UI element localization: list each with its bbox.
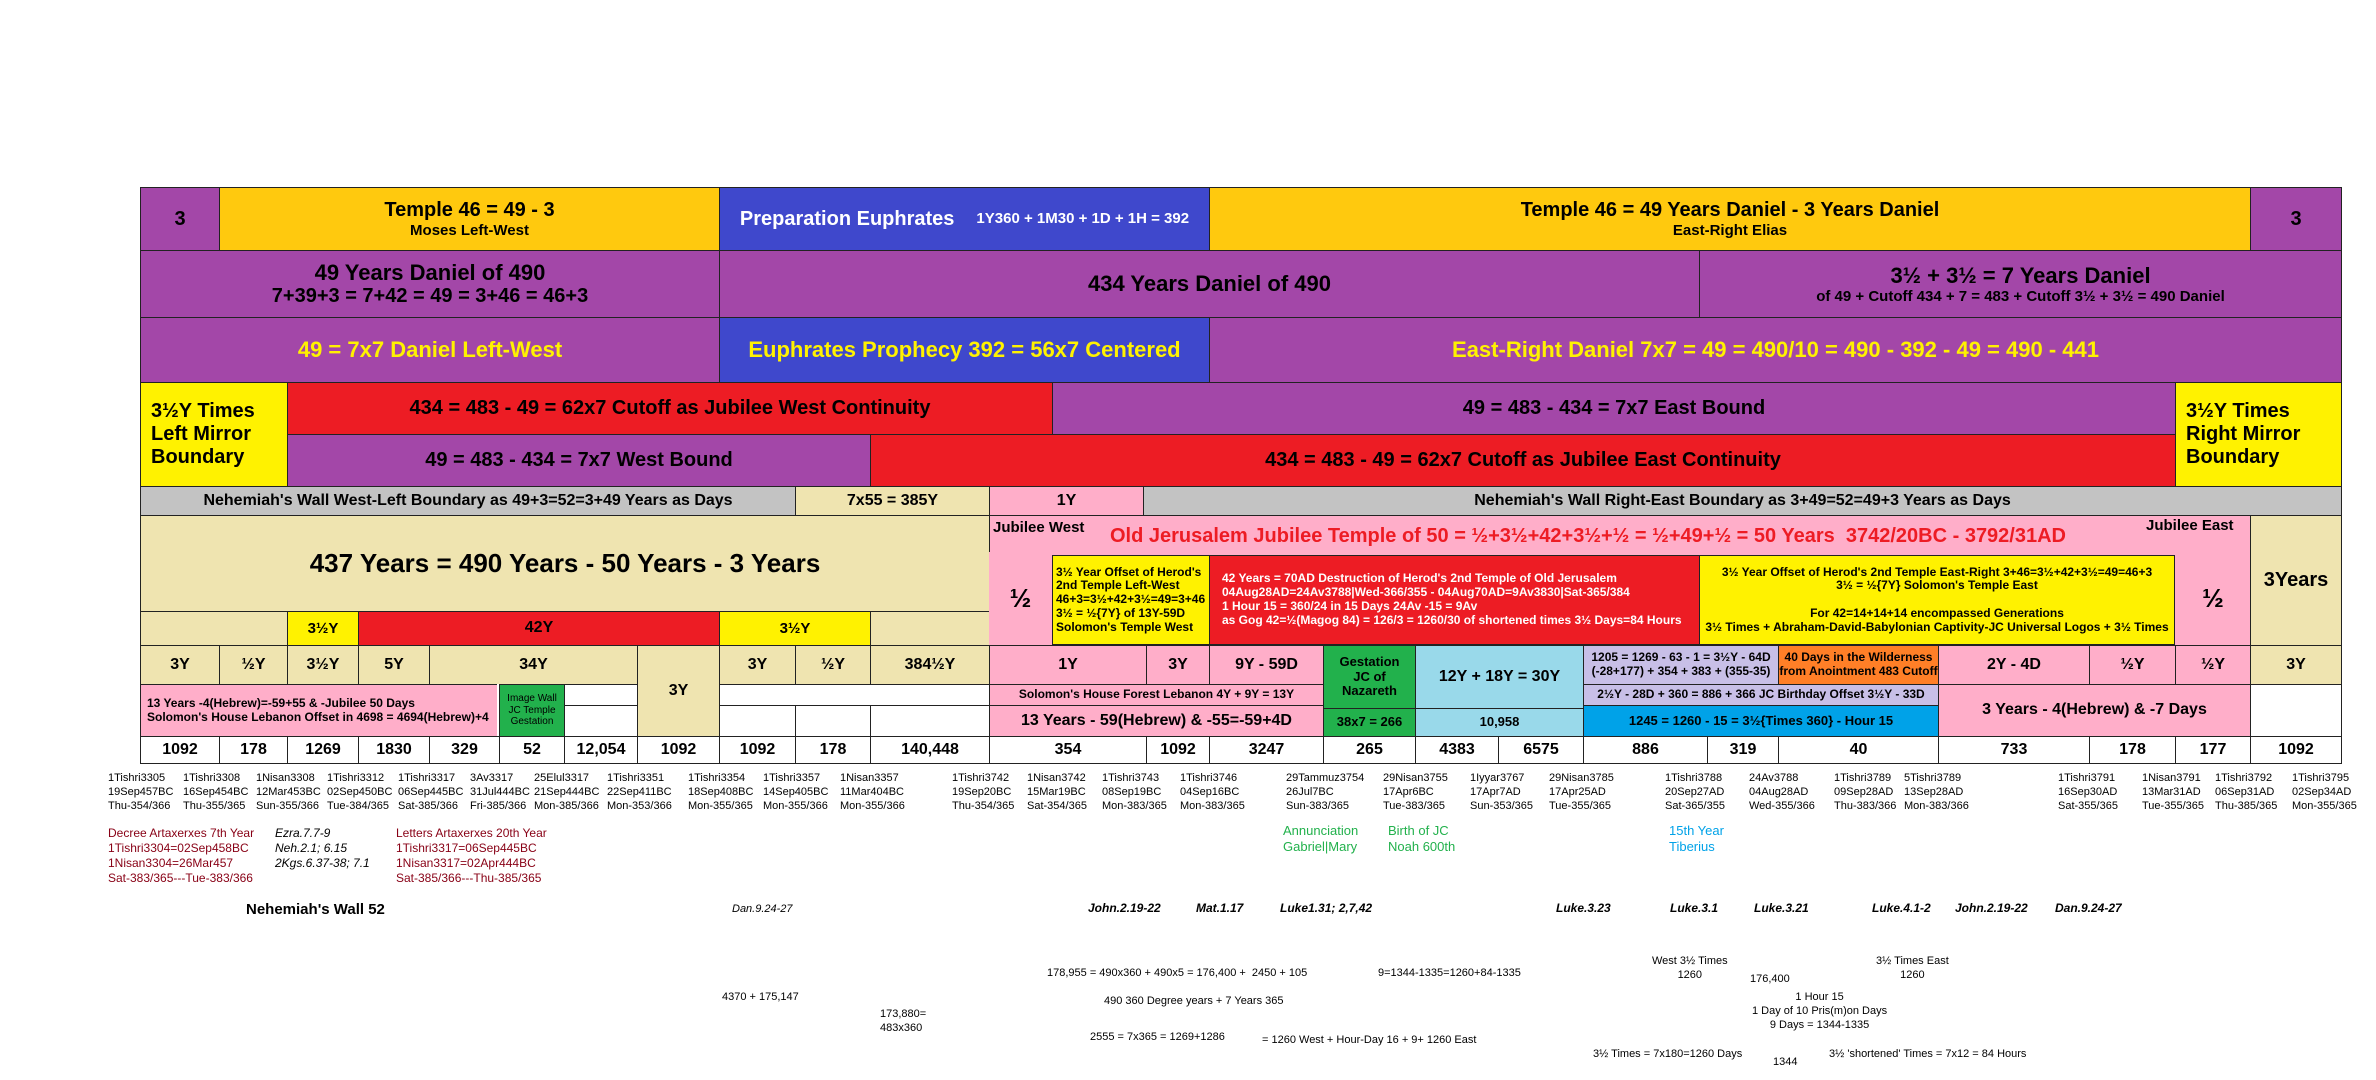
prep-title: Preparation Euphrates [739, 207, 955, 230]
date-label: 1Tishri3792 06Sep31AD Thu-385/365 [2215, 772, 2278, 812]
right-three-cell: 3 [2250, 187, 2342, 251]
blank-tan-cell-2 [870, 611, 990, 646]
temple-left-sub: Moses Left-West [410, 221, 529, 239]
three-years-cell: 3Years [2250, 515, 2342, 646]
period-3y-c: 3Y [719, 645, 796, 685]
seven-years-title: 3½ + 3½ = 7 Years Daniel [1890, 262, 2151, 288]
num-cell: 733 [1938, 736, 2090, 764]
right-mirror-boundary: 3½Y Times Right Mirror Boundary [2175, 382, 2342, 487]
num-cell: 265 [1323, 736, 1416, 764]
date-label: 1Tishri3791 16Sep30AD Sat-355/365 [2058, 772, 2118, 812]
blank-white-b [719, 705, 796, 737]
date-label: 1Tishri3351 22Sep411BC Mon-353/366 [607, 772, 672, 812]
ten958-cell: 10,958 [1415, 708, 1584, 737]
scripture-ref: Dan.9.24-27 [732, 903, 793, 915]
calc-1205-cell: 1205 = 1269 - 63 - 1 = 3½Y - 64D (-28+177) + 354 + 383 + (355-35) [1583, 645, 1779, 685]
num-cell: 178 [795, 736, 871, 764]
period-3y-d: 3Y [1146, 645, 1210, 685]
date-label: 29Tammuz3754 26Jul7BC Sun-383/365 [1286, 772, 1365, 812]
date-label: 1Nisan3357 11Mar404BC Mon-355/366 [840, 772, 905, 812]
period-half-d: ½Y [2175, 645, 2251, 685]
date-label: 1Tishri3742 19Sep20BC Thu-354/365 [952, 772, 1015, 812]
period-3y-b: 3Y [637, 645, 720, 737]
prep-formula: 1Y360 + 1M30 + 1D + 1H = 392 [976, 210, 1190, 228]
tiberius-note: 15th Year Tiberius [1669, 823, 1724, 855]
nehemiah-wall-label: Nehemiah's Wall 52 [246, 901, 385, 918]
date-label: 1Tishri3746 04Sep16BC Mon-383/365 [1180, 772, 1245, 812]
scripture-ref: Luke.4.1-2 [1872, 901, 1931, 915]
scripture-ref: Dan.9.24-27 [2055, 901, 2122, 915]
scripture-ref: John.2.19-22 [1955, 901, 2028, 915]
east-half-times: 3½ Times East 1260 [1876, 955, 1949, 981]
num-cell: 140,448 [870, 736, 990, 764]
calc-note: 2555 = 7x365 = 1269+1286 [1090, 1031, 1225, 1043]
period-2y: 2Y - 4D [1938, 645, 2090, 685]
destruction-70ad-cell: 42 Years = 70AD Destruction of Herod's 2nd Temple of Old Jerusalem 04Aug28AD=24Av3788|Wed-366/355 - 04Aug70AD=9Av3830|Sat-365/384 1 Hour 15 = 360/24 in 15 Days 24Av -15 = 9Av as Gog 42=½(Magog 84) = 126/3 = 1260/30 of shortened times 3½ Days=84 Hours [1209, 555, 1700, 645]
hour15-note: 1 Hour 15 1 Day of 10 Pris(m)on Days 9 Days = 1344-1335 [1752, 991, 1888, 1031]
period-3y-e: 3Y [2250, 645, 2342, 685]
calc-note: 4370 + 175,147 [722, 991, 799, 1003]
date-label: 25Elul3317 21Sep444BC Mon-385/366 [534, 772, 600, 812]
times-note-b: 3½ 'shortened' Times = 7x12 = 84 Hours [1829, 1048, 2027, 1060]
half-year-a: 3½Y [287, 611, 359, 646]
scripture-ref: Luke.3.23 [1556, 901, 1611, 915]
num-cell: 3247 [1209, 736, 1324, 764]
forty-two-years: 42Y [358, 611, 720, 646]
num-cell: 4383 [1415, 736, 1499, 764]
num-cell: 178 [2089, 736, 2176, 764]
seven-years-daniel-cell [1699, 250, 2342, 318]
euphrates-prophecy-cell: Euphrates Prophecy 392 = 56x7 Centered [719, 317, 1210, 383]
date-label: 1Tishri3788 20Sep27AD Sat-365/355 [1665, 772, 1725, 812]
calc-note: 178,955 = 490x360 + 490x5 = 176,400 + 2450 + 105 [1047, 967, 1308, 979]
period-5y: 5Y [358, 645, 430, 685]
date-label: 5Tishri3789 13Sep28AD Mon-383/366 [1904, 772, 1969, 812]
date-label: 1Tishri3305 19Sep457BC Thu-354/366 [108, 772, 174, 812]
times-note-a: 3½ Times = 7x180=1260 Days [1593, 1048, 1743, 1060]
west-cutoff-cell: 434 = 483 - 49 = 62x7 Cutoff as Jubilee West Continuity [287, 382, 1053, 435]
blank-white-a [564, 705, 638, 737]
date-label: 1Tishri3357 14Sep405BC Mon-355/366 [763, 772, 829, 812]
num-cell: 1092 [140, 736, 220, 764]
period-30y: 12Y + 18Y = 30Y [1415, 645, 1584, 709]
period-half-a: ½Y [219, 645, 288, 685]
blank-white-c [795, 705, 871, 737]
offset-west-cell: 3½ Year Offset of Herod's 2nd Temple Left-West 46+3=3½+42+3½=49=3+46 3½ = ½{7Y} of 13Y-59D Solomon's Temple West [1052, 555, 1210, 645]
437-years-cell: 437 Years = 490 Years - 50 Years - 3 Years [140, 515, 990, 612]
num-cell: 52 [499, 736, 565, 764]
date-label: 1Iyyar3767 17Apr7AD Sun-353/365 [1470, 772, 1533, 812]
left-mirror-boundary: 3½Y Times Left Mirror Boundary [140, 382, 288, 487]
one-year-cell: 1Y [989, 486, 1144, 516]
birth-note: Birth of JC Noah 600th [1388, 823, 1456, 855]
date-label: 1Tishri3789 09Sep28AD Thu-383/366 [1834, 772, 1897, 812]
scripture-ref: Luke.3.1 [1670, 901, 1719, 915]
daniel-434-cell: 434 Years Daniel of 490 [719, 250, 1700, 318]
calc-note: 490 360 Degree years + 7 Years 365 [1104, 995, 1284, 1007]
date-label: 1Tishri3312 02Sep450BC Tue-384/365 [327, 772, 393, 812]
num-cell: 12,054 [564, 736, 638, 764]
period-half-b: ½Y [795, 645, 871, 685]
jubilee-west-label: Jubilee West [993, 519, 1085, 536]
offset-east-cell: 3½ Year Offset of Herod's 2nd Temple East-Right 3+46=3½+42+3½=49=46+3 3½ = ½{7Y} Solomon's Temple East For 42=14+14+14 encompassed Generations 3½ Times + Abraham-David-Babylonian Captivity-JC Universal Logos + 3½ Times [1699, 555, 2175, 645]
east-cutoff-cell: 434 = 483 - 49 = 62x7 Cutoff as Jubilee East Continuity [870, 434, 2176, 487]
east-right-daniel-cell: East-Right Daniel 7x7 = 49 = 490/10 = 490 - 392 - 49 = 490 - 441 [1209, 317, 2342, 383]
seven-fiftyfive-cell: 7x55 = 385Y [795, 486, 990, 516]
period-9y: 9Y - 59D [1209, 645, 1324, 685]
solomon-lebanon-offset: 13 Years -4(Hebrew)=-59+55 & -Jubilee 50 Days Solomon's House Lebanon Offset in 4698 = 4694(Hebrew)+4 [140, 684, 498, 737]
temple-right-title: Temple 46 = 49 Years Daniel - 3 Years Daniel [1520, 198, 1940, 221]
half-right-symbol: ½ [2176, 552, 2250, 646]
date-label: 29Nisan3755 17Apr6BC Tue-383/365 [1383, 772, 1448, 812]
calc-176400: 176,400 [1750, 973, 1790, 985]
daniel-left-west-cell: 49 = 7x7 Daniel Left-West [140, 317, 720, 383]
left-three-cell: 3 [140, 187, 220, 251]
temple-right-sub: East-Right Elias [1672, 221, 1788, 239]
seven-years-sub: of 49 + Cutoff 434 + 7 = 483 + Cutoff 3½ + 3½ = 490 Daniel [1816, 288, 2225, 306]
decree-note: Decree Artaxerxes 7th Year 1Tishri3304=02Sep458BC 1Nisan3304=26Mar457 Sat-383/365---Tue-383/366 [108, 826, 255, 885]
num-cell: 1269 [287, 736, 359, 764]
date-label: 1Tishri3317 06Sep445BC Sat-385/366 [398, 772, 464, 812]
blank-white-d [870, 705, 990, 737]
thirteen-years-cell: 13 Years - 59(Hebrew) & -55=-59+4D [989, 705, 1324, 737]
n1344-note: 1344 [1773, 1056, 1798, 1068]
date-label: 3Av3317 31Jul444BC Fri-385/366 [470, 772, 530, 812]
num-cell: 6575 [1498, 736, 1584, 764]
period-3y-a: 3Y [140, 645, 220, 685]
west-bound-cell: 49 = 483 - 434 = 7x7 West Bound [287, 434, 871, 487]
daniel-49-title: 49 Years Daniel of 490 [314, 259, 546, 285]
date-label: 1Nisan3308 12Mar453BC Sun-355/366 [256, 772, 321, 812]
jubilee-east-label: Jubilee East [2146, 517, 2234, 534]
daniel-49-sub: 7+39+3 = 7+42 = 49 = 3+46 = 46+3 [271, 285, 589, 308]
thirtyeight-cell: 38x7 = 266 [1323, 708, 1416, 737]
period-34y: 34Y [429, 645, 638, 685]
num-cell: 1830 [358, 736, 430, 764]
date-label: 1Nisan3742 15Mar19BC Sat-354/365 [1027, 772, 1087, 812]
gestation-cell: Gestation JC of Nazareth [1323, 645, 1416, 709]
num-cell: 178 [219, 736, 288, 764]
date-label: 1Tishri3308 16Sep454BC Thu-355/365 [183, 772, 249, 812]
annunciation-note: Annunciation Gabriel|Mary [1283, 823, 1359, 855]
num-cell: 177 [2175, 736, 2251, 764]
image-wall-cell: Image Wall JC Temple Gestation [499, 684, 565, 737]
blank-tan-cell [140, 611, 288, 646]
calc-note: 9=1344-1335=1260+84-1335 [1378, 967, 1521, 979]
wall-right-boundary: Nehemiah's Wall Right-East Boundary as 3+49=52=49+3 Years as Days [1143, 486, 2342, 516]
half-year-b: 3½Y [719, 611, 871, 646]
scripture-ref: Luke1.31; 2,7,42 [1280, 901, 1373, 915]
daniel-49-cell [140, 250, 720, 318]
west-half-times: West 3½ Times 1260 [1652, 955, 1728, 981]
wall-left-boundary: Nehemiah's Wall West-Left Boundary as 49+3=52=3+49 Years as Days [140, 486, 796, 516]
wilderness-cell: 40 Days in the Wilderness from Anointment 483 Cutoff [1778, 645, 1939, 685]
period-1y: 1Y [989, 645, 1147, 685]
date-label: 1Nisan3791 13Mar31AD Tue-355/365 [2142, 772, 2204, 812]
date-label: 1Tishri3795 02Sep34AD Mon-355/365 [2292, 772, 2357, 812]
temple-left-title: Temple 46 = 49 - 3 [384, 198, 555, 221]
date-label: 1Tishri3743 08Sep19BC Mon-383/365 [1102, 772, 1167, 812]
num-cell: 1092 [2250, 736, 2342, 764]
period-3half: 3½Y [287, 645, 359, 685]
half-left-symbol: ½ [989, 552, 1052, 646]
scripture-ref: John.2.19-22 [1088, 901, 1161, 915]
period-384half: 384½Y [870, 645, 990, 685]
num-cell: 1092 [719, 736, 796, 764]
num-cell: 354 [989, 736, 1147, 764]
num-cell: 40 [1778, 736, 1939, 764]
calc-note: = 1260 West + Hour-Day 16 + 9+ 1260 East [1262, 1034, 1477, 1046]
twelve45-cell: 1245 = 1260 - 15 = 3½{Times 360} - Hour 15 [1583, 705, 1939, 737]
date-label: 1Tishri3354 18Sep408BC Mon-355/365 [688, 772, 754, 812]
scripture-ref: Mat.1.17 [1196, 901, 1244, 915]
date-label: 24Av3788 04Aug28AD Wed-355/366 [1749, 772, 1815, 812]
three-years-hebrew-cell: 3 Years - 4(Hebrew) & -7 Days [1938, 684, 2251, 737]
num-cell: 886 [1583, 736, 1708, 764]
period-half-c: ½Y [2089, 645, 2176, 685]
date-label: 29Nisan3785 17Apr25AD Tue-355/365 [1549, 772, 1614, 812]
temple-right-cell [1209, 187, 2251, 251]
calc-note: 173,880= 483x360 [880, 1008, 927, 1034]
num-cell: 1092 [637, 736, 720, 764]
ezra-ref: Ezra.7.7-9 Neh.2.1; 6.15 2Kgs.6.37-38; 7.1 [275, 826, 370, 870]
temple-left-cell [219, 187, 720, 251]
blank-white-e [2250, 684, 2342, 737]
num-cell: 329 [429, 736, 500, 764]
two-half-y-cell: 2½Y - 28D + 360 = 886 + 366 JC Birthday Offset 3½Y - 33D [1583, 684, 1939, 706]
letters-note: Letters Artaxerxes 20th Year 1Tishri3317=06Sep445BC 1Nisan3317=02Apr444BC Sat-385/366---Thu-385/365 [396, 826, 547, 885]
east-bound-cell: 49 = 483 - 434 = 7x7 East Bound [1052, 382, 2176, 435]
preparation-euphrates-cell [719, 187, 1210, 251]
num-cell: 319 [1707, 736, 1779, 764]
scripture-ref: Luke.3.21 [1754, 901, 1809, 915]
jubilee-title: Old Jerusalem Jubilee Temple of 50 = ½+3½+42+3½+½ = ½+49+½ = 50 Years 3742/20BC - 3792/31AD [1110, 525, 2066, 547]
num-cell: 1092 [1146, 736, 1210, 764]
solomon-forest-cell: Solomon's House Forest Lebanon 4Y + 9Y = 13Y [989, 684, 1324, 706]
